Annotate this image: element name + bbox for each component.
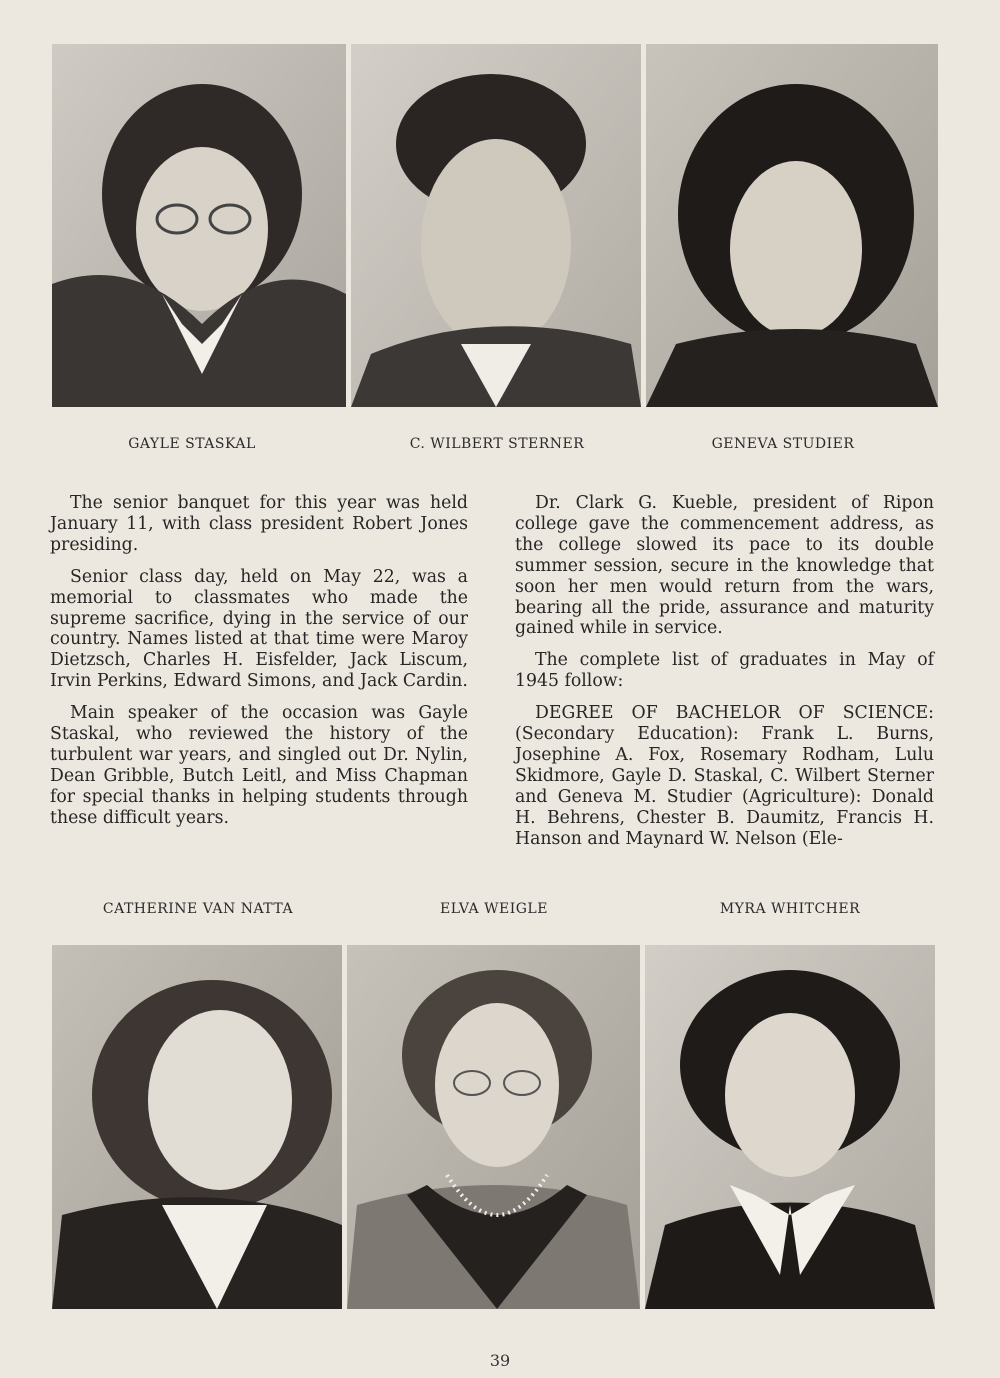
portrait-photo-catherine-van-natta	[52, 945, 342, 1309]
left-text-column	[50, 493, 468, 840]
caption-geneva-studier: GENEVA STUDIER	[711, 436, 855, 452]
caption-wilbert-sterner: C. WILBERT STERNER	[409, 436, 585, 452]
caption-gayle-staskal: GAYLE STASKAL	[128, 436, 256, 452]
paragraph-graduate-list-intro: The complete list of graduates in May of 1945 follow:	[515, 650, 934, 692]
paragraph-commencement: Dr. Clark G. Kueble, president of Ripon college gave the commencement address, as the college slowed its pace to its double summer session, secure in the knowledge that soon her men would return from the wars, bearing all the pride, assurance and maturity gained while in service.	[515, 493, 934, 639]
paragraph-class-day: Senior class day, held on May 22, was a memorial to classmates who made the supreme sacrifice, dying in the service of our country. Names listed at that time were Maroy Dietzsch, Charles H. Eisfelder, Jack Liscum, Irvin Perkins, Edward Simons, and Jack Cardin.	[50, 566, 468, 692]
paragraph-main-speaker: Main speaker of the occasion was Gayle Staskal, who reviewed the history of the turbulent war years, and singled out Dr. Nylin, Dean Gribble, Butch Leitl, and Miss Chapman for special thanks in helping students through these difficult years.	[50, 703, 468, 828]
caption-myra-whitcher: MYRA WHITCHER	[719, 901, 861, 917]
page-number: 39	[489, 1351, 511, 1370]
paragraph-degree-list: DEGREE OF BACHELOR OF SCIENCE: (Secondary Education): Frank L. Burns, Josephine A. Fox, Rosemary Rodham, Lulu Skidmore, Gayle D. Staskal, C. Wilbert Sterner and Geneva M. Studier (Agriculture): Donald H. Behrens, Chester B. Daumitz, Francis H. Hanson and Maynard W. Nelson (Ele-	[515, 703, 934, 849]
caption-elva-weigle: ELVA WEIGLE	[440, 901, 548, 917]
portrait-photo-elva-weigle	[347, 945, 640, 1309]
portrait-photo-geneva-studier	[646, 44, 938, 407]
portrait-photo-gayle-staskal	[52, 44, 346, 407]
paragraph-senior-banquet: The senior banquet for this year was held January 11, with class president Robert Jones presiding.	[50, 493, 468, 555]
caption-catherine-van-natta: CATHERINE VAN NATTA	[102, 901, 294, 917]
right-text-column	[515, 493, 934, 861]
portrait-photo-wilbert-sterner	[351, 44, 641, 407]
portrait-photo-myra-whitcher	[645, 945, 935, 1309]
